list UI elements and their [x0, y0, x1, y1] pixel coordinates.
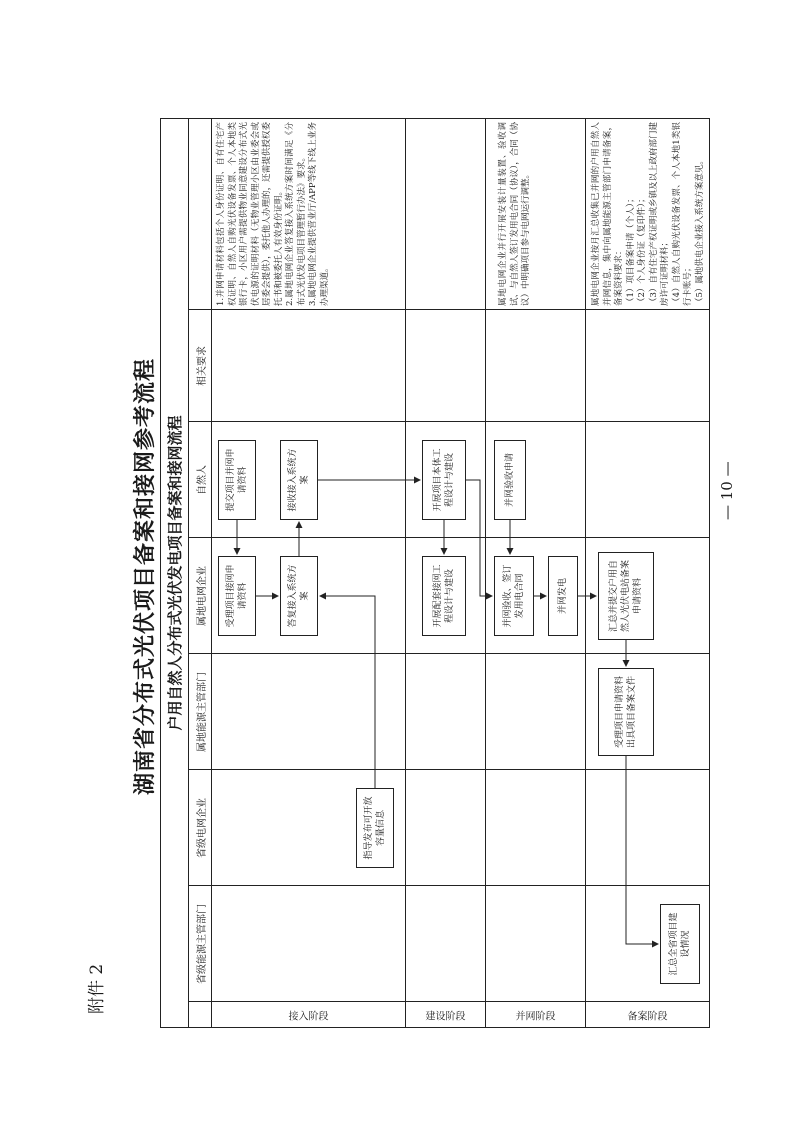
issue-filing-box: 受理项目申请资料出具项目备案文件 — [598, 668, 654, 756]
page-title: 湖南省分布式光伏项目备案和接网参考流程 — [132, 357, 158, 795]
requirement-text: （4）自然人自购光伏设备发票、个人本地1类银行卡账号； — [671, 122, 693, 306]
self-engineering-box: 开展项目本体工程设计与建设 — [422, 440, 466, 520]
accept-application-box: 受理项目接网申请资料 — [218, 556, 256, 636]
column-header: 相关要求 — [196, 346, 208, 386]
receive-access-plan-box: 接收接入系统方案 — [280, 440, 318, 520]
column-header: 省级能源主管部门 — [196, 904, 208, 984]
submit-application-box: 提交项目并网申请资料 — [218, 440, 256, 520]
grid-acceptance-contract-box: 并网验收、签订发用电合同 — [494, 556, 534, 636]
requirement-text: 1.并网申请材料包括个人身份证明、自有住宅产权证明、自然人自购光伏设备发票、个人本地类银行卡，小区用户需提供物业同意建设分布式光伏电源的证明材料（无物业管理小区由业委会或居委会提供），委托他人办理的，还需提供授权委托书和被委托人有效身份证明。 — [216, 122, 284, 306]
flowchart-table — [160, 118, 710, 1028]
submit-filing-box: 汇总并提交户用自然人光伏电站备案申请资料 — [598, 552, 654, 640]
table-title: 户用自然人分布式光伏发电项目备案和接网流程 — [165, 415, 184, 731]
arrow-issue-to-province — [626, 756, 658, 944]
column-header: 省级电网企业 — [196, 798, 208, 858]
stage-label-text: 备案阶段 — [627, 1011, 668, 1023]
flow-arrows — [160, 118, 710, 1028]
requirement-text: （3）自有住宅产权证明或乡镇及以上政府部门建房许可证明材料； — [648, 122, 670, 306]
arrow-guide-to-reply — [320, 596, 375, 788]
stage-label-text: 接入阶段 — [288, 1011, 328, 1023]
guide-capacity-info-box: 指导发布可开放容量信息 — [356, 788, 394, 868]
stage-label-text: 并网阶段 — [515, 1011, 555, 1023]
grid-generation-box: 并网发电 — [548, 556, 578, 636]
arrow-grid-to-acceptance — [466, 480, 492, 596]
requirement-text: 3.属地电网企业提供营业厅/APP等线下线上业务办理渠道。 — [308, 122, 330, 306]
reply-access-plan-box: 答复接入系统方案 — [280, 556, 318, 636]
requirement-text: 属地电网企业按月汇总收集已并网的户用自然人并网信息，集中向属地能源主管部门申请备案，备案资料要求： — [591, 122, 624, 306]
requirement-text: （2）个人身份证（复印件）； — [637, 194, 647, 306]
column-header: 自然人 — [196, 465, 208, 495]
stage-label-text: 建设阶段 — [425, 1011, 465, 1023]
page-number: — 10 — — [718, 461, 736, 520]
requirement-text: （5）属地供电企业接入系统方案意见。 — [694, 156, 705, 306]
requirement-text: 2.属地电网企业答复接入系统方案时间满足《分布式光伏发电项目管理暂行办法》要求。 — [285, 122, 307, 306]
column-header: 属地电网企业 — [196, 566, 208, 626]
annex-label: 附件 2 — [87, 963, 107, 1014]
requirement-text: 属地电网企业并行开展安装计量装置、验收调试、与自然人签订发用电合同（协议），合同（协议）中明确项目参与电网运行调整。 — [498, 122, 531, 306]
grid-engineering-box: 开展配套接网工程设计与建设 — [422, 556, 466, 636]
requirement-text: （1）项目备案申请（个人）； — [625, 194, 636, 306]
column-header: 属地能源主管部门 — [196, 672, 208, 752]
grid-acceptance-request-box: 并网验收申请 — [494, 440, 526, 520]
province-summary-box: 汇总全省项目建设情况 — [660, 904, 700, 984]
